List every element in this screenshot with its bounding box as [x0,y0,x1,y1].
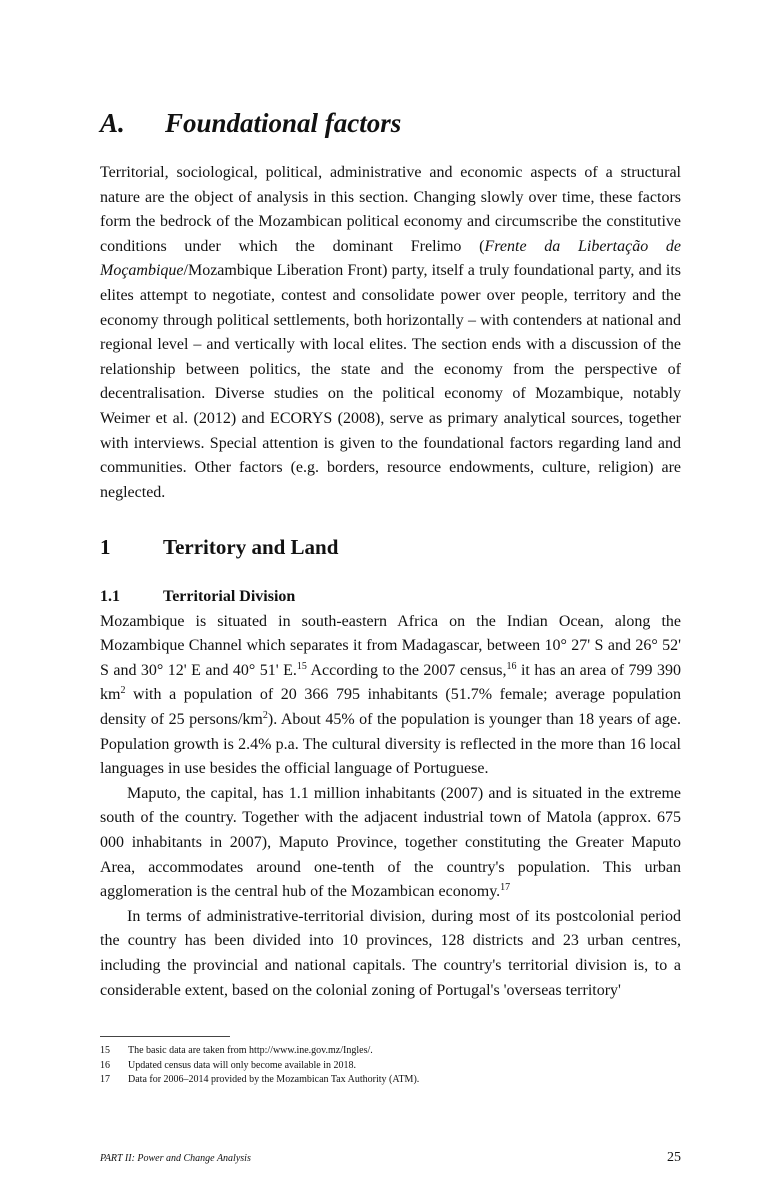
footnote-ref-15: 15 [296,660,307,672]
intro-text-1: Territorial, sociological, political, administrative and economic aspects of a structural nature are the object of analysis in this section. Changing slowly over time, these factors form the bedrock of the Mozambican political economy and circumscribe the constitutive conditions under which the dominant Frelimo ( [100,164,681,255]
paragraph-location [100,610,681,782]
page-footer [100,1150,681,1166]
section-number: 1 [100,535,111,559]
subsection-territorial-division [100,585,681,1003]
running-footer-title: PART II: Power and Change Analysis [100,1153,251,1164]
chapter-letter: A. [100,108,125,138]
paragraph-maputo [100,782,681,905]
footnote-number: 16 [100,1059,110,1071]
p1-text-a: Mozambique is situated in south-eastern Africa on the Indian Ocean, along the Mozambique Channel which separates it from Madagascar, between 10° 27' S and 26° 52' S and 30° 12' E and 40° 51' E. [100,612,681,679]
chapter-heading [100,106,401,140]
footnote-ref-16: 16 [506,660,517,672]
footnote-ref-17: 17 [500,882,511,894]
section-heading [100,533,338,561]
p1-text-d: with a population of 20 366 795 inhabitants (51.7% female; average population density of 25 persons/km [100,686,681,728]
footnotes [100,1044,681,1088]
intro-text-2: /Mozambique Liberation Front) party, itself a truly foundational party, and its elites attempt to negotiate, contest and consolidate power over people, territory and the economy through political settlements, both horizontally – with contenders at national and regional level – and vertically with local elites. The section ends with a discussion of the relationship between politics, the state and the economy from the perspective of decentralisation. Diverse studies on the political economy of Mozambique, notably Weimer et al. (2012) and ECORYS (2008), serve as primary analytical sources, together with interviews. Special attention is given to the foundational factors regarding land and communities. Other factors (e.g. borders, resource endowments, culture, religion) are neglected. [100,262,681,501]
footnote-number: 17 [100,1074,110,1085]
page-number: 25 [667,1150,681,1165]
intro-paragraph [100,161,681,505]
chapter-title: Foundational factors [165,108,402,138]
subsection-number: 1.1 [100,588,120,605]
p1-text-b: According to the 2007 census, [306,661,507,679]
superscript-2: 2 [120,685,126,697]
p1-text-c: it has an area of 799 390 km [100,661,682,704]
footnote [100,1044,681,1059]
p2-text: Maputo, the capital, has 1.1 million inhabitants (2007) and is situated in the extreme south of the country. Together with the adjacent industrial town of Matola (approx. 675 000 inhabitants in 2007), Maputo Province, together constituting the Greater Maputo Area, accommodates around one-tenth of the country's population. This urban agglomeration is the central hub of the Mozambican economy. [100,784,681,901]
footnote-text: The basic data are taken from http://www.ine.gov.mz/Ingles/. [128,1045,373,1056]
intro-italic: Frente da Libertação de Moçambique [100,237,682,280]
footnote-text: Updated census data will only become available in 2018. [128,1059,356,1071]
footnote-number: 15 [100,1045,110,1056]
subsection-title: Territorial Division [163,588,296,605]
footnote-text: Data for 2006–2014 provided by the Mozambican Tax Authority (ATM). [128,1074,420,1085]
footnote-rule [100,1036,230,1037]
paragraph-administrative-division: In terms of administrative-territorial division, during most of its postcolonial period the country has been divided into 10 provinces, 128 districts and 23 urban centres, including the provincial and national capitals. The country's territorial division is, to a considerable extent, based on the colonial zoning of Portugal's 'overseas territory' [100,907,681,999]
superscript-2: 2 [262,709,268,721]
subsection-heading [100,585,681,610]
p1-text-e: ). About 45% of the population is younger than 18 years of age. Population growth is 2.4% p.a. The cultural diversity is reflected in the more than 16 local languages in use besides the official language of Portuguese. [100,710,681,778]
footnote [100,1073,681,1088]
section-title: Territory and Land [163,535,339,559]
footnote [100,1059,681,1074]
